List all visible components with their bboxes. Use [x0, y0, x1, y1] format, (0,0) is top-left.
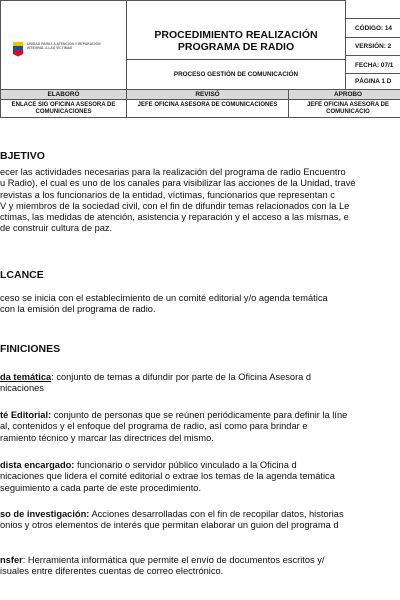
definition-term: dista encargado: [0, 460, 75, 470]
objetivo-line: ecer las actividades necesarias para la realización del programa de radio Encuentro [0, 167, 346, 177]
codigo-cell [345, 18, 400, 38]
definition-text: onios y otros elementos de interés que permitan elaborar un guion del programa d [0, 520, 339, 531]
objetivo-line: u Radio), el cual es uno de los canales para visibilizar las acciones de la Unidad, travé [0, 178, 356, 189]
codigo: CÓDIGO: 14 [355, 25, 392, 32]
definition-text: : conjunto de temas a difundir por parte de la Oficina Asesora d [51, 372, 312, 382]
reviso-header: REVISÓ [126, 89, 289, 100]
definition-text: nicaciones que lidera el comité editorial o extrae los temas de la agenda temática [0, 471, 335, 482]
fecha-cell [345, 55, 400, 74]
elaboro-value: ENLACE SIG OFICINA ASESORA DE COMUNICACIONES [0, 99, 127, 118]
definition-term: té Editorial: [0, 410, 52, 420]
alcance-paragraph [0, 293, 328, 316]
definition-periodista-encargado [0, 460, 335, 494]
definition-text: nicaciones [0, 383, 44, 394]
definition-text: ramiento técnico y marcar las directrices del mismo. [0, 432, 214, 443]
definition-text: funcionario o servidor público vinculado a la Oficina d [74, 460, 297, 470]
objetivo-paragraph [0, 167, 356, 235]
aprobo-header: APROBO [288, 89, 400, 100]
document-title: PROCEDIMIENTO REALIZACIÓN PROGRAMA DE RADIO [154, 29, 318, 53]
pagina-cell [345, 73, 400, 90]
alcance-line: con la emisión del programa de radio. [0, 304, 156, 315]
definition-text: : Herramienta informática que permite el envío de documentos escritos y/ [22, 555, 325, 565]
process-cell [126, 59, 346, 90]
alcance-line: ceso se inicia con el establecimiento de un comité editorial y/o agenda temática [0, 293, 328, 303]
logo-text: UNIDAD PARA LA ATENCIÓN Y REPARACIÓN INTEGRAL A LAS VÍCTIMAS [27, 42, 101, 51]
section-title-alcance: LCANCE [0, 269, 44, 281]
fecha: FECHA: 07/1 [355, 62, 394, 69]
version-cell [345, 37, 400, 56]
version: VERSIÓN: 2 [355, 43, 392, 50]
definition-term: nsfer [0, 555, 23, 565]
objetivo-line: ctimas, las medidas de atención, asistencia y reparación y el acceso a las mismas, e [0, 212, 349, 223]
objetivo-line: de construir cultura de paz. [0, 223, 113, 234]
definition-term: so de investigación: [0, 509, 90, 519]
logo-cell [0, 0, 127, 90]
definition-text: Acciones desarrolladas con el fin de recopilar datos, historias [89, 509, 344, 519]
reviso-value: JEFE OFICINA ASESORA DE COMUNICACIONES [126, 99, 289, 118]
section-title-objetivo: BJETIVO [0, 150, 45, 162]
definition-comite-editorial [0, 410, 347, 444]
definition-term: da temática [0, 372, 52, 382]
process-name: PROCESO GESTIÓN DE COMUNICACIÓN [173, 71, 299, 78]
definition-text: seguimiento a cada parte de este procedimiento. [0, 482, 202, 493]
definition-proceso-investigacion [0, 509, 344, 532]
objetivo-line: V y miembros de la sociedad civil, con el fin de difundir temas relacionados con la Le [0, 200, 350, 211]
definition-agenda-tematica [0, 372, 311, 395]
objetivo-line: revistas a los funcionarios de la entidad, víctimas, funcionarios que representan c [0, 189, 335, 200]
title-cell [126, 0, 346, 60]
document-header [0, 0, 400, 118]
pagina: PÁGINA 1 D [355, 78, 392, 85]
definition-text: isuales entre diferentes cuentas de correo electrónico. [0, 566, 224, 577]
elaboro-header: ELABORÓ [0, 89, 127, 100]
definition-text: conjunto de personas que se reúnen periódicamente para definir la líne [51, 410, 348, 420]
section-title-definiciones: FINICIONES [0, 343, 61, 355]
unidad-victimas-logo [11, 41, 25, 57]
aprobo-value: JEFE OFICINA ASESORA DE COMUNICACIO [288, 99, 400, 118]
definition-text: al, contenidos y el enfoque del programa de radio, así como para brindar e [0, 421, 308, 432]
definition-wetransfer [0, 555, 325, 578]
